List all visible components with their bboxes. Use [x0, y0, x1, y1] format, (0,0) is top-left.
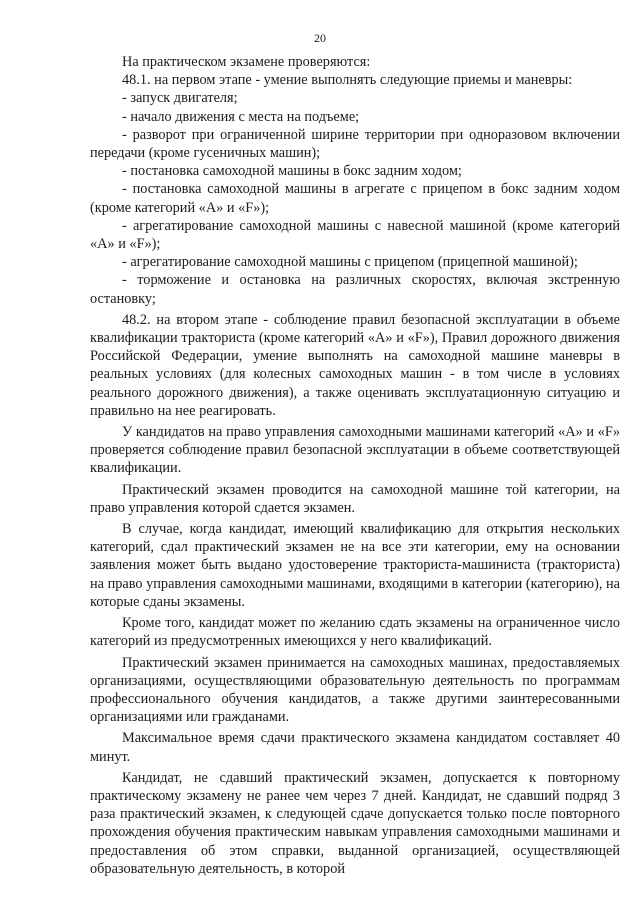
paragraph-48-2: 48.2. на втором этапе - соблюдение правил безопасной эксплуатации в объеме квалификации тракториста (кроме категорий «А» и «F»), Правил дорожного движения Российской Федерации, умение выполнять на самоходной машине маневры в реальных условиях (для колесных самоходных машин - в том числе в условиях реального дорожного движения), а также оценивать эксплуатационную ситуацию и правильно на нее реагировать. [90, 311, 620, 419]
page-number: 20 [314, 31, 326, 45]
paragraph-intro: На практическом экзамене проверяются: [122, 54, 371, 70]
paragraph-exam-providers: Практический экзамен принимается на самоходных машинах, предоставляемых организациями, осуществляющими образовательную деятельность по программам профессионального обучения кандидатов, а также другими заинтересованными организациями или гражданами. [90, 654, 620, 726]
document-body [90, 53, 620, 878]
list-item-trailer-coupling: - агрегатирование самоходной машины с прицепом (прицепной машиной); [122, 254, 578, 271]
list-item-u-turn: - разворот при ограниченной ширине территории при одноразовом включении передачи (кроме гусеничных машин); [90, 126, 620, 162]
paragraph-48-1: 48.1. на первом этапе - умение выполнять следующие приемы и маневры: [122, 72, 573, 89]
paragraph-retake: Кандидат, не сдавший практический экзамен, допускается к повторному практическому экзамену не ранее чем через 7 дней. Кандидат, не сдавший подряд 3 раза практический экзамен, к следующей сдаче допускается только после повторного прохождения обучения практическим навыкам управления самоходными машинами и предоставления об этом справки, выданной организацией, осуществляющей образовательную деятельность, в которой [90, 769, 620, 877]
list-item-hill-start: - начало движения с места на подъеме; [122, 108, 360, 125]
paragraph-max-time: Максимальное время сдачи практического экзамена кандидатом составляет 40 минут. [90, 730, 620, 765]
list-item-box-reverse: - постановка самоходной машины в бокс задним ходом; [122, 163, 462, 180]
paragraph-partial-categories: В случае, когда кандидат, имеющий квалификацию для открытия нескольких категорий, сдал практический экзамен не на все эти категории, ему на основании заявления может быть выдано удостоверение тракториста-машиниста (тракториста) на право управления самоходными машинами, входящими в категории (категорию), на которые сданы экзамены. [90, 521, 620, 610]
list-item-braking: - торможение и остановка на различных скоростях, включая экстренную остановку; [90, 272, 620, 307]
list-item-mounted-implement: - агрегатирование самоходной машины с навесной машиной (кроме категорий «А» и «F»); [90, 217, 620, 253]
list-item-engine-start: - запуск двигателя; [122, 90, 238, 107]
paragraph-exam-machine: Практический экзамен проводится на самоходной машине той категории, на право управления которой сдается экзамен. [90, 481, 620, 516]
paragraph-categories-a-f: У кандидатов на право управления самоходными машинами категорий «А» и «F» проверяется соблюдение правил безопасной эксплуатации в объеме соответствующей квалификации. [90, 424, 620, 477]
paragraph-limited-categories: Кроме того, кандидат может по желанию сдать экзамены на ограниченное число категорий из предусмотренных имеющихся у него квалификаций. [90, 615, 620, 650]
list-item-box-reverse-trailer: - постановка самоходной машины в агрегате с прицепом в бокс задним ходом (кроме категорий «А» и «F»); [90, 181, 620, 216]
